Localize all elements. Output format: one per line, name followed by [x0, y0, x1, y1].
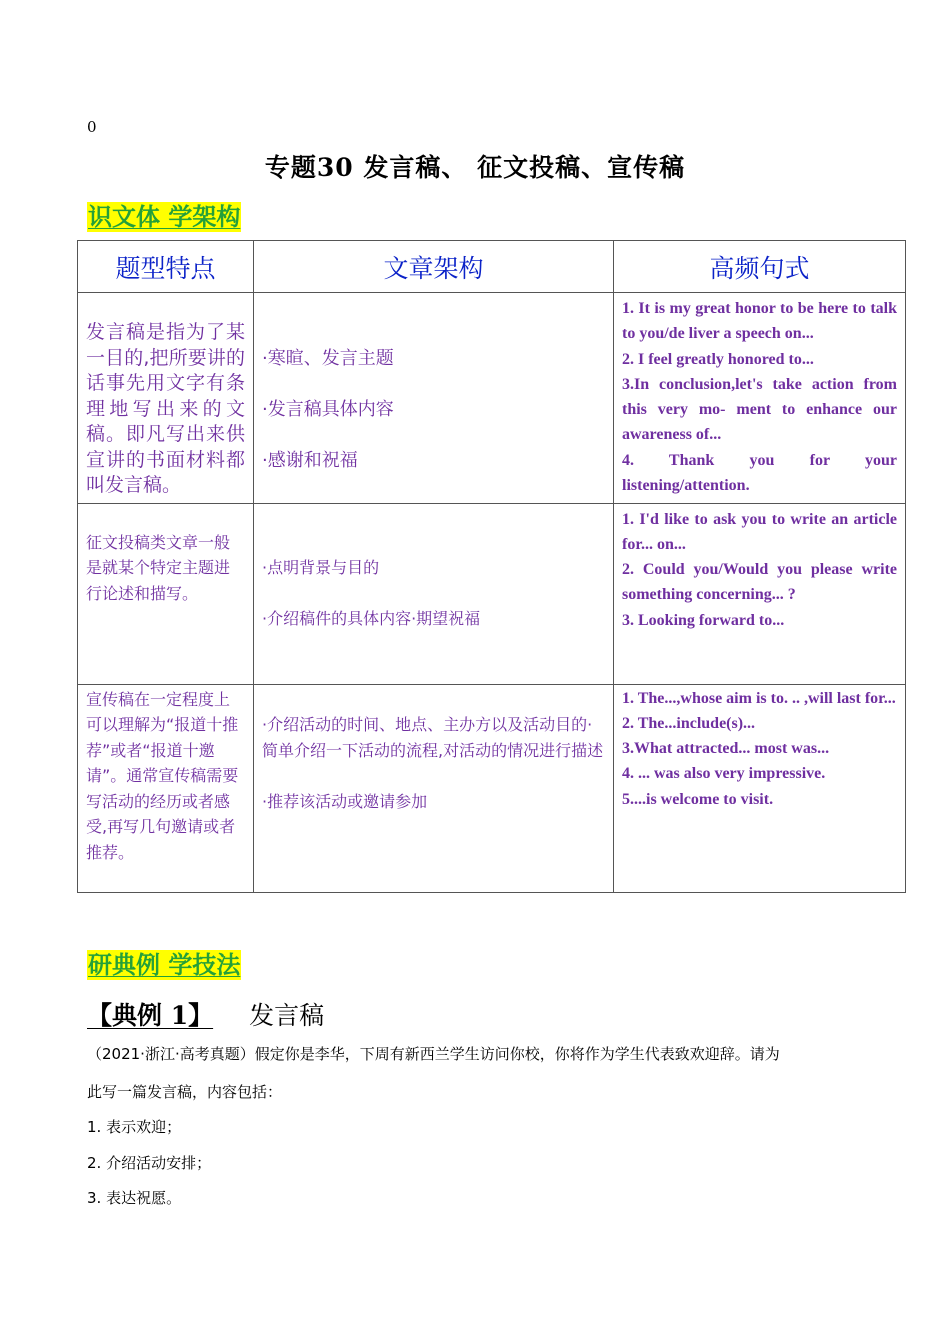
- example-point: 3. 表达祝愿。: [87, 1189, 182, 1207]
- structure-item: ·寒暄、发言主题: [262, 347, 394, 369]
- page-title: 专题30 发言稿、 征文投稿、宣传稿: [264, 153, 686, 182]
- example-point: 1. 表示欢迎；: [87, 1118, 182, 1136]
- feature-text: 征文投稿类文章一般是就某个特定主题进行论述和描写。: [86, 532, 231, 603]
- table-row-submission: [78, 503, 906, 684]
- sentence-item: 2. Could you/Would you please write something concerning... ?: [622, 561, 897, 604]
- feature-text: 发言稿是指为了某一目的,把所要讲的话事先用文字有条理地写出来的文稿。即凡写出来供宣讲的书面材料都叫发言稿。: [86, 321, 245, 496]
- structure-list: [254, 293, 613, 503]
- sentence-item: 3.What attracted... most was...: [622, 740, 830, 758]
- page-number: 0: [87, 118, 97, 136]
- section-heading-genre: 识文体 学架构: [88, 202, 241, 231]
- structure-item: ·发言稿具体内容: [262, 398, 394, 420]
- structure-item: ·感谢和祝福: [262, 449, 358, 471]
- sentence-item: 1. The...,whose aim is to. .. ,will last for...: [622, 689, 896, 707]
- feature-text: 宣传稿在一定程度上可以理解为“报道十推荐”或者“报道十邀请”。通常宣传稿需要写活动的经历或者感受,再写几句邀请或者推荐。: [86, 689, 239, 862]
- sentence-item: 2. I feel greatly honored to...: [622, 350, 814, 368]
- structure-item: ·介绍稿件的具体内容·期望祝福: [262, 609, 481, 628]
- example-title: [87, 996, 324, 1032]
- sentence-list: [614, 293, 905, 498]
- example-prompt-line: 此写一篇发言稿，内容包括：: [87, 1083, 283, 1101]
- structure-list: [254, 685, 613, 844]
- header-features: 题型特点: [78, 241, 254, 293]
- structure-item: ·介绍活动的时间、地点、主办方以及活动目的·简单介绍一下活动的流程,对活动的情况进行描述: [262, 715, 604, 760]
- genre-structure-table: [77, 240, 906, 893]
- example-prompt-line: （2021·浙江·高考真题）假定你是李华，下周有新西兰学生访问你校，你将作为学生代表致欢迎辞。请为: [87, 1045, 780, 1063]
- sentence-item: 4. ... was also very impressive.: [622, 765, 826, 783]
- header-sentences: 高频句式: [614, 241, 906, 293]
- sentence-item: 4. Thank you for your listening/attention.: [622, 451, 897, 495]
- table-row-promotion: [78, 684, 906, 892]
- example-point: 2. 介绍活动安排；: [87, 1154, 212, 1172]
- sentence-item: 3. Looking forward to...: [622, 611, 785, 629]
- section-heading-examples: 研典例 学技法: [88, 950, 241, 979]
- table-row-speech: [78, 293, 906, 504]
- structure-item: ·点明背景与目的: [262, 558, 380, 577]
- structure-item: ·推荐该活动或邀请参加: [262, 791, 428, 811]
- table-header-row: [78, 241, 906, 293]
- sentence-item: 5....is welcome to visit.: [622, 790, 774, 808]
- sentence-item: 2. The...include(s)...: [622, 714, 756, 732]
- sentence-list: [614, 504, 905, 633]
- example-name: 发言稿: [249, 1001, 325, 1030]
- sentence-item: 3.In conclusion,let's take action from this very mo- ment to enhance our awareness of...: [622, 375, 897, 444]
- sentence-item: 1. I'd like to ask you to write an article for... on...: [622, 510, 897, 553]
- example-label: 【典例 1】: [87, 1001, 214, 1030]
- structure-list: [254, 504, 613, 662]
- sentence-item: 1. It is my great honor to be here to talk to you/de liver a speech on...: [622, 300, 897, 343]
- sentence-list: [614, 685, 905, 812]
- header-structure: 文章架构: [254, 241, 614, 293]
